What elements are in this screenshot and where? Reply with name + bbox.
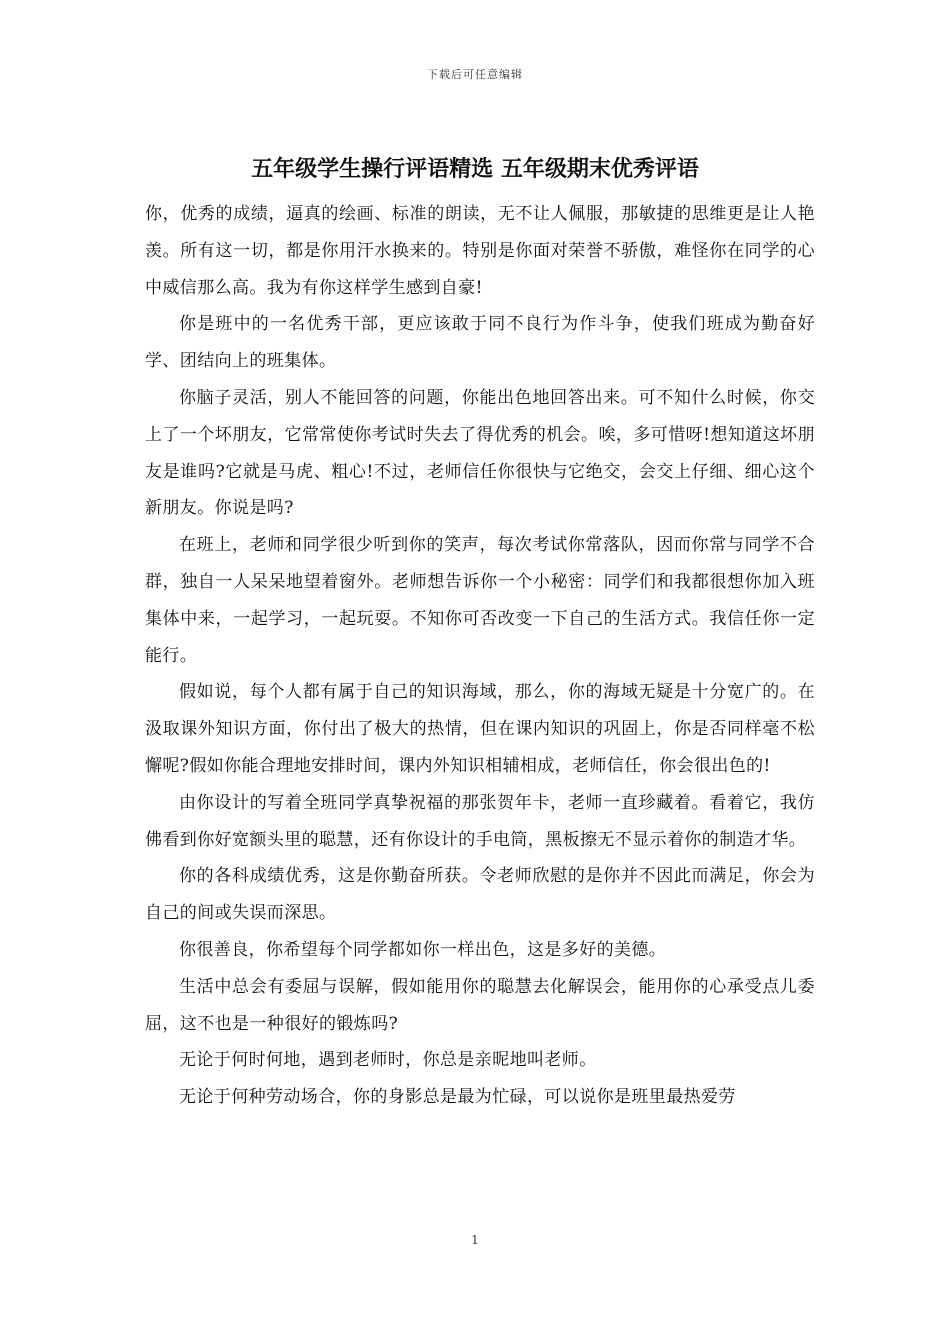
paragraph-7: 你的各科成绩优秀，这是你勤奋所获。令老师欣慰的是你并不因此而满足，你会为自己的间或失误而深思。: [145, 866, 815, 924]
document-body: [145, 196, 815, 1116]
paragraph-10: 无论于何时何地，遇到老师时，你总是亲昵地叫老师。: [179, 1050, 597, 1071]
paragraph-6: 由你设计的写着全班同学真挚祝福的那张贺年卡，老师一直珍藏着。看着它，我仿佛看到你好宽额头里的聪慧，还有你设计的手电筒，黑板擦无不显示着你的制造才华。: [145, 792, 815, 850]
paragraph-2: 你是班中的一名优秀干部，更应该敢于同不良行为作斗争，使我们班成为勤奋好学、团结向上的班集体。: [145, 314, 815, 372]
paragraph-4: 在班上，老师和同学很少听到你的笑声，每次考试你常落队，因而你常与同学不合群，独自一人呆呆地望着窗外。老师想告诉你一个小秘密：同学们和我都很想你加入班集体中来，一起学习，一起玩耍。不知你可否改变一下自己的生活方式。我信任你一定能行。: [145, 535, 815, 666]
document-title: 五年级学生操行评语精选 五年级期末优秀评语: [251, 157, 699, 182]
header-note: 下载后可任意编辑: [427, 68, 523, 81]
paragraph-5: 假如说，每个人都有属于自己的知识海域，那么，你的海域无疑是十分宽广的。在汲取课外知识方面，你付出了极大的热情，但在课内知识的巩固上，你是否同样毫不松懈呢?假如你能合理地安排时间，课内外知识相辅相成，老师信任，你会很出色的!: [145, 682, 815, 776]
page-number: 1: [471, 1233, 479, 1247]
paragraph-9: 生活中总会有委屈与误解，假如能用你的聪慧去化解误会，能用你的心承受点儿委屈，这不也是一种很好的锻炼吗?: [145, 976, 815, 1034]
paragraph-1: 你，优秀的成绩，逼真的绘画、标准的朗读，无不让人佩服，那敏捷的思维更是让人艳羡。所有这一切，都是你用汗水换来的。特别是你面对荣誉不骄傲，难怪你在同学的心中威信那么高。我为有你这样学生感到自豪!: [145, 204, 815, 298]
paragraph-8: 你很善良，你希望每个同学都如你一样出色，这是多好的美德。: [179, 939, 667, 960]
paragraph-11: 无论于何种劳动场合，你的身影总是最为忙碌，可以说你是班里最热爱劳: [179, 1087, 736, 1108]
paragraph-3: 你脑子灵活，别人不能回答的问题，你能出色地回答出来。可不知什么时候，你交上了一个坏朋友，它常常使你考试时失去了得优秀的机会。唉，多可惜呀!想知道这坏朋友是谁吗?它就是马虎、粗心!不过，老师信任你很快与它绝交，会交上仔细、细心这个新朋友。你说是吗?: [145, 387, 815, 519]
